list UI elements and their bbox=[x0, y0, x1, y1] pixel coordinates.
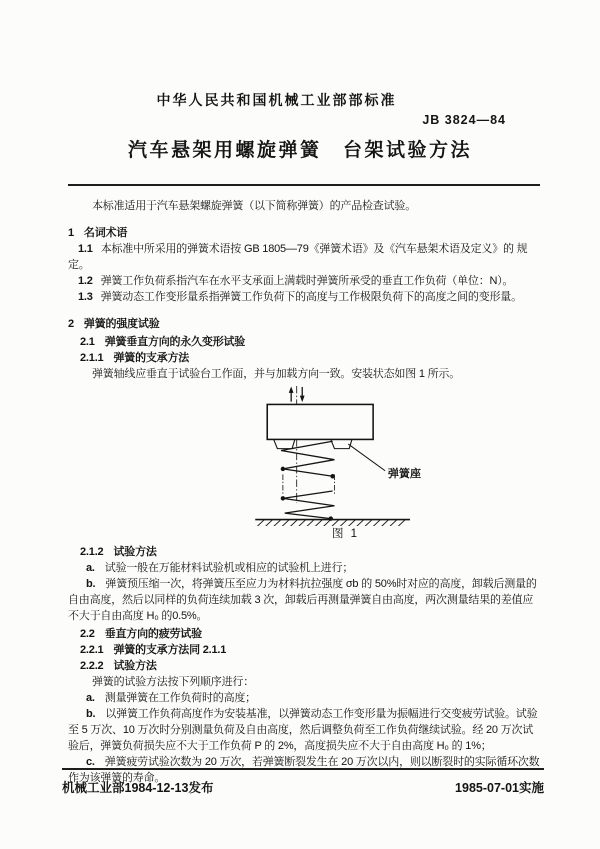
list-item: a. 测量弹簧在工作负荷时的高度； bbox=[86, 692, 256, 704]
clause: 1.3 弹簧动态工作变形量系指弹簧工作负荷下的高度与工作极限负荷下的高度之间的变形量。 bbox=[78, 291, 522, 303]
section-heading: 1 名词术语 bbox=[68, 227, 128, 239]
figure-caption: 图 1 bbox=[331, 528, 360, 540]
intro-paragraph: 本标准适用于汽车悬架螺旋弹簧（以下简称弹簧）的产品检查试验。 bbox=[92, 200, 416, 212]
list-item: b. 弹簧预压缩一次，将弹簧压至应力为材料抗拉强度 σb 的 50%时对应的高度，卸载后测量的自由高度，然后以同样的负荷连续加载 3 次，卸载后再测量弹簧自由高度，两次测量结果的差值应不大于自由高度 H₀ 的0.5%。 bbox=[68, 578, 537, 622]
press-platen bbox=[267, 404, 373, 439]
footer-issued-date: 机械工业部1984-12-13发布 bbox=[62, 781, 214, 795]
body-paragraph: 弹簧的试验方法按下列顺序进行： bbox=[92, 676, 254, 688]
label-leader-line bbox=[348, 444, 385, 471]
clause: 1.1 本标准中所采用的弹簧术语按 GB 1805—79《弹簧术语》及《汽车悬架术语及定义》的 规定。 bbox=[68, 243, 528, 271]
subsection-heading: 2.1 弹簧垂直方向的永久变形试验 bbox=[80, 336, 246, 348]
org-line: 中华人民共和国机械工业部部标准 bbox=[156, 92, 397, 108]
list-item: a. 试验一般在万能材料试验机或相应的试验机上进行； bbox=[86, 562, 354, 574]
subsection-heading: 2.2 垂直方向的疲劳试验 bbox=[80, 628, 202, 640]
subsection-heading: 2.1.2 试验方法 bbox=[80, 546, 157, 558]
document-title: 汽车悬架用螺旋弹簧 台架试验方法 bbox=[128, 140, 473, 161]
standard-number: JB 3824—84 bbox=[422, 113, 506, 127]
subsection-heading: 2.2.1 弹簧的支承方法同 2.1.1 bbox=[80, 644, 227, 656]
header-rule bbox=[68, 184, 540, 186]
subsection-heading: 2.2.2 试验方法 bbox=[80, 660, 157, 672]
figure-1 bbox=[235, 386, 465, 542]
spring-seat-label: 弹簧座 bbox=[387, 468, 422, 481]
spring-seat-left bbox=[274, 439, 295, 448]
wire-end-dot bbox=[281, 496, 285, 500]
body-paragraph: 弹簧轴线应垂直于试验台工作面，并与加载方向一致。安装状态如图 1 所示。 bbox=[92, 368, 461, 380]
wire-end-dot bbox=[281, 467, 285, 471]
clause: 1.2 弹簧工作负荷系指汽车在水平支承面上满载时弹簧所承受的垂直工作负荷（单位：N）。 bbox=[78, 275, 514, 287]
spring-coil-upper bbox=[281, 441, 334, 476]
spring-test-diagram bbox=[235, 386, 456, 526]
load-arrow-up-icon bbox=[289, 386, 294, 401]
list-item: c. 弹簧疲劳试验次数为 20 万次，若弹簧断裂发生在 20 万次以内，则以断裂时的实际循环次数作为该弹簧的寿命。 bbox=[68, 756, 540, 784]
list-item: b. 以弹簧工作负荷高度作为安装基准，以弹簧动态工作变形量为振幅进行交变疲劳试验。试验至 5 万次、10 万次时分别测量负荷及自由高度，然后调整负荷至工作负荷继续试验。经 20 万次试验后，弹簧负荷损失应不大于工作负荷 P 的 2%，高度损失应不大于自由高度 H₀ 的 1%； bbox=[68, 708, 538, 752]
spring-coil-lower bbox=[283, 491, 335, 519]
footer bbox=[62, 768, 544, 796]
footer-effective-date: 1985-07-01实施 bbox=[455, 781, 544, 795]
load-arrow-down-icon bbox=[300, 387, 305, 402]
section-heading: 2 弹簧的强度试验 bbox=[68, 318, 160, 330]
subsection-heading: 2.1.1 弹簧的支承方法 bbox=[80, 352, 190, 364]
